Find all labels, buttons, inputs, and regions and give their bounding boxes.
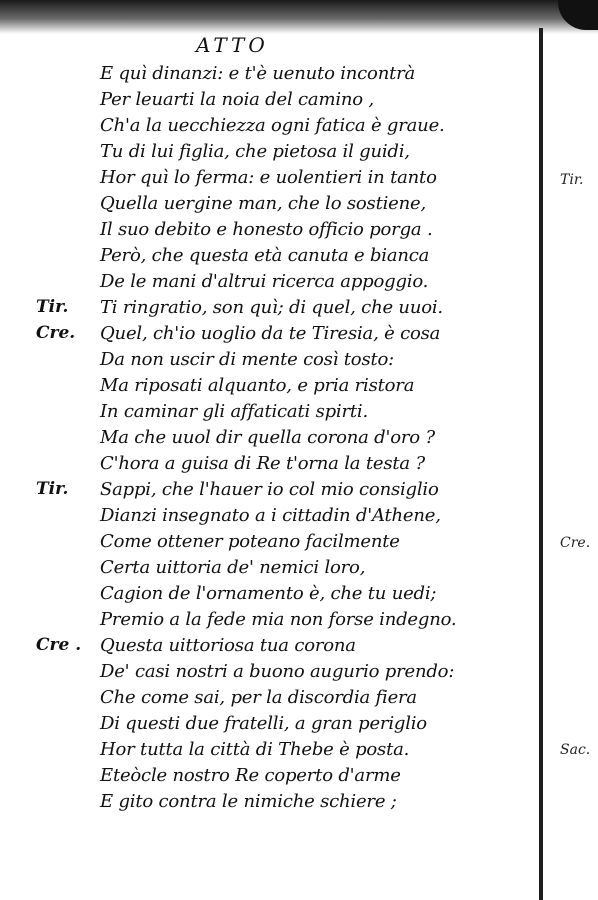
- verse-line: [0, 739, 539, 764]
- verse-line: [0, 661, 539, 686]
- verse-text: Tu di lui figlia, che pietosa il guidi,: [100, 141, 410, 162]
- verse-line: [0, 453, 539, 478]
- verse-line: [0, 271, 539, 296]
- verse-text: Di questi due fratelli, a gran periglio: [100, 713, 427, 734]
- verse-line: [0, 635, 539, 660]
- verse-text: Ma riposati alquanto, e pria ristora: [100, 375, 415, 396]
- verse-text: Però, che questa età canuta e bianca: [100, 245, 430, 266]
- verse-text: Da non uscir di mente così tosto:: [100, 349, 395, 370]
- verse-line: [0, 167, 539, 192]
- verse-line: [0, 193, 539, 218]
- verse-text: E quì dinanzi: e t'è uenuto incontrà: [100, 63, 416, 84]
- verse-text: Sappi, che l'hauer io col mio consiglio: [100, 479, 439, 500]
- verse-line: [0, 479, 539, 504]
- verse-text: Ch'a la uecchiezza ogni fatica è graue.: [100, 115, 445, 136]
- verse-line: [0, 297, 539, 322]
- verse-text: Questa uittoriosa tua corona: [100, 635, 356, 656]
- verse-text: Quella uergine man, che lo sostiene,: [100, 193, 426, 214]
- verse-line: [0, 531, 539, 556]
- verse-text: Il suo debito e honesto officio porga .: [100, 219, 433, 240]
- verse-line: [0, 687, 539, 712]
- verse-line: [0, 219, 539, 244]
- facing-speaker-label: Cre.: [560, 535, 591, 551]
- verse-line: [0, 141, 539, 166]
- verse-text: Quel, ch'io uoglio da te Tiresia, è cosa: [100, 323, 441, 344]
- verse-text: Eteòcle nostro Re coperto d'arme: [100, 765, 401, 786]
- verse-line: [0, 115, 539, 140]
- verse-text: Certa uittoria de' nemici loro,: [100, 557, 366, 578]
- verse-text: Hor quì lo ferma: e uolentieri in tanto: [100, 167, 437, 188]
- verse-line: [0, 427, 539, 452]
- verse-line: [0, 505, 539, 530]
- page-heading: ATTO: [196, 33, 269, 57]
- verse-line: [0, 609, 539, 634]
- verse-text: De le mani d'altrui ricerca appoggio.: [100, 271, 429, 292]
- facing-speaker-label: Sac.: [560, 742, 591, 758]
- verse-line: [0, 713, 539, 738]
- speaker-label: Tir.: [36, 479, 69, 499]
- verse-line: [0, 557, 539, 582]
- verse-line: [0, 375, 539, 400]
- facing-speaker-label: Tir.: [560, 172, 584, 188]
- verse-line: [0, 323, 539, 348]
- verse-text: In caminar gli affaticati spirti.: [100, 401, 369, 422]
- verse-line: [0, 401, 539, 426]
- verse-text: Come ottener poteano facilmente: [100, 531, 400, 552]
- verse-text: Dianzi insegnato a i cittadin d'Athene,: [100, 505, 441, 526]
- verse-text: C'hora a guisa di Re t'orna la testa ?: [100, 453, 425, 474]
- verse-text: Ti ringratio, son quì; di quel, che uuoi.: [100, 297, 443, 318]
- verse-text: Che come sai, per la discordia fiera: [100, 687, 417, 708]
- speaker-label: Cre.: [36, 323, 76, 343]
- verse-text: De' casi nostri a buono augurio prendo:: [100, 661, 455, 682]
- verse-line: [0, 583, 539, 608]
- verse-text: Per leuarti la noia del camino ,: [100, 89, 374, 110]
- speaker-label: Cre .: [36, 635, 82, 655]
- verse-line: [0, 349, 539, 374]
- verse-text: Ma che uuol dir quella corona d'oro ?: [100, 427, 435, 448]
- verse-text: Premio a la fede mia non forse indegno.: [100, 609, 457, 630]
- verse-line: [0, 245, 539, 270]
- verse-text: Cagion de l'ornamento è, che tu uedi;: [100, 583, 437, 604]
- verse-line: [0, 791, 539, 816]
- verse-text: E gito contra le nimiche schiere ;: [100, 791, 397, 812]
- verse-line: [0, 765, 539, 790]
- verse-text: Hor tutta la città di Thebe è posta.: [100, 739, 410, 760]
- verse-line: [0, 89, 539, 114]
- verse-line: [0, 63, 539, 88]
- page-gutter: [539, 28, 543, 900]
- speaker-label: Tir.: [36, 297, 69, 317]
